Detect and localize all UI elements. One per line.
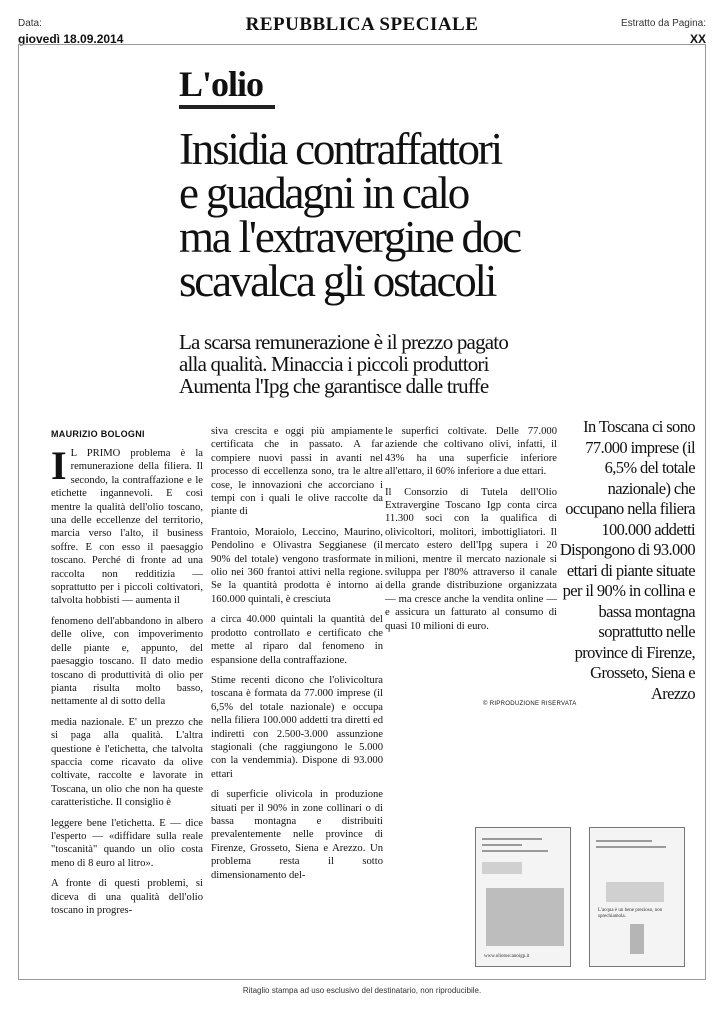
article-column-3 — [385, 425, 557, 640]
copyright-notice: © RIPRODUZIONE RISERVATA — [483, 701, 577, 707]
footer-notice: Ritaglio stampa ad uso esclusivo del destinatario, non riproducibile. — [242, 986, 482, 995]
publication-name: REPUBBLICA SPECIALE — [245, 14, 479, 35]
page-value: XX — [689, 32, 706, 46]
byline: MAURIZIO BOLOGNI — [51, 429, 145, 439]
subheadline-line: alla qualità. Minaccia i piccoli produttori — [179, 352, 489, 376]
paragraph: siva crescita e oggi più ampiamente certificata che in passato. A far compiere nuovi passi in avanti nel processo di eccellenza sono, tra le altre cose, le innovazioni che accorciano i tempi con i quali le olive raccolte da piante di — [211, 426, 383, 518]
paragraph: media nazionale. E' un prezzo che si paga alla qualità. L'altra questione è l'etichetta, che talvolta spaccia come ricavato da olive coltivate, raccolte e lavorate in Toscana, un olio che non ha queste caratteristiche. Il consiglio è — [51, 716, 203, 809]
sidebar-factbox: In Toscana ci sono 77.000 imprese (il 6,5% del totale nazionale) che occupano nella filiera 100.000 addetti Dispongono di 93.000 ettari di piante situate per il 90% in collina e bassa montagna soprattutto nelle province di Firenze, Grosseto, Siena e Arezzo — [559, 417, 695, 703]
headline-line: e guadagni in calo — [179, 168, 469, 218]
page-label: Estratto da Pagina: — [620, 18, 706, 29]
subheadline-line: La scarsa remunerazione è il prezzo pagato — [179, 330, 509, 354]
article-column-1 — [51, 443, 203, 924]
paragraph: leggere bene l'etichetta. E — dice l'esperto — «diffidare sulla reale "toscanità" quando un olio costa meno di 8 euro al litro». — [51, 817, 203, 869]
page-block — [621, 18, 706, 46]
paragraph: Il Consorzio di Tutela dell'Olio Extravergine Toscano Igp conta circa 11.300 soci con la qualifica di olivicoltori, molitori, imbottigliatori. Il mercato estero dell'Ipg supera i 20 milioni, mentre il mercato nazionale si sviluppa per l'80% attraverso il canale della grande distribuzione organizzata — ma cresce anche la vendita online — e assicura un fatturato al consumo di quasi 10 milioni di euro. — [385, 486, 557, 632]
kicker-rule — [179, 105, 275, 109]
paragraph: fenomeno dell'abbandono in albero delle olive, con impoverimento delle piante e, appunto, del paesaggio toscano. Il dato medio toscano di produttività di olio per pianta risulta molto basso, nettamente al di sotto della — [51, 615, 203, 708]
clipping-frame — [18, 44, 706, 980]
paragraph: I L PRIMO problema è la remunerazione della filiera. Il secondo, la contraffazione e le etichette ingannevoli. E così mentre la qualità dell'olio toscano, una delle eccellenze del territorio, marcia verso l'alto, il business soffre. E con esso il paesaggio toscano. Perché di fronte ad una raccolta non redditizia — soprattutto per i piccoli coltivatori, talvolta hobbisti — aumenta il — [51, 443, 203, 607]
drop-cap: I — [51, 443, 67, 488]
paragraph: le superfici coltivate. Delle 77.000 aziende che coltivano olivi, infatti, il 43% ha una superficie inferiore all'ettaro, il 60% inferiore a due ettari. — [385, 426, 557, 478]
subheadline — [179, 331, 699, 397]
headline-line: ma l'extravergine doc — [179, 212, 520, 262]
headline — [179, 124, 699, 306]
paragraph: Frantoio, Moraiolo, Leccino, Maurino, Pendolino e Olivastra Seggianese (il 90% del totale) vengono trasformate in olio nei 360 frantoi attivi nella regione. Se la quantità prodotta è intorno ai 160.000 quintali, è cresciuta — [211, 526, 383, 605]
paragraph: Stime recenti dicono che l'olivicoltura toscana è formata da 77.000 imprese (il 6,5% del totale nazionale) e occupa nella filiera 100.000 addetti tra diretti ed indiretti con 2.500-3.000 assunzione stagionali (che raggiungono le 5.000 con la vendemmia). Dispone di 93.000 ettari — [211, 674, 383, 780]
paragraph: di superficie olivicola in produzione situati per il 90% in zone collinari o di bassa montagna e distribuiti prevalentemente nelle province di Firenze, Grosseto, Siena e Arezzo. Un problema resta il sotto dimensionamento del- — [211, 789, 383, 881]
headline-line: scavalca gli ostacoli — [179, 256, 496, 306]
paragraph: a circa 40.000 quintali la quantità del prodotto controllato e certificato che mette al riparo dal fenomeno in espansione della contraffazione. — [211, 614, 383, 666]
section-kicker: L'olio — [179, 64, 264, 104]
thumbnail-caption: L'acqua è un bene prezioso, non sprechiamola. — [598, 908, 663, 919]
article-column-2 — [211, 425, 383, 889]
thumbnail-caption: www.oliotoscanoigp.it — [484, 954, 530, 959]
subheadline-line: Aumenta l'Ipg che garantisce dalle truffe — [179, 374, 489, 398]
ad-thumbnail-1 — [475, 827, 571, 967]
ad-thumbnail-2 — [589, 827, 685, 967]
date-value: giovedì 18.09.2014 — [18, 32, 124, 46]
headline-line: Insidia contraffattori — [179, 124, 501, 174]
date-label: Data: — [18, 18, 42, 29]
paragraph: A fronte di questi problemi, si diceva di una qualità dell'olio toscano in progres- — [51, 878, 203, 916]
